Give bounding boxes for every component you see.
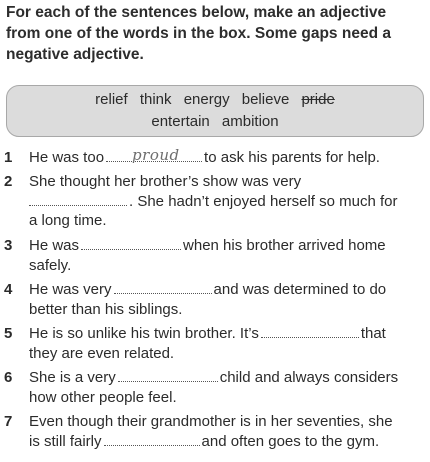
instructions-line: from one of the words in the box. Some gaps need a <box>6 25 391 42</box>
exercise-number: 5 <box>4 325 13 342</box>
word-believe: believe <box>241 91 290 108</box>
word-box <box>6 85 424 137</box>
exercise-text: a long time. <box>29 212 107 229</box>
exercise-number: 7 <box>4 413 13 430</box>
exercise-text: better than his siblings. <box>29 300 183 318</box>
exercise-text: to ask his parents for help. <box>204 149 380 166</box>
exercise-text: She thought her brother’s show was very <box>29 173 302 190</box>
word-ambition: ambition <box>221 113 279 130</box>
word-think: think <box>139 91 172 108</box>
exercise-text: Even though their grandmother is in her seventies, she <box>29 413 393 430</box>
instructions-line: For each of the sentences below, make an adjective <box>6 4 387 21</box>
exercise-text: He is so unlike his twin brother. It’s <box>29 325 259 342</box>
exercise-text: He was <box>29 237 80 254</box>
exercise-text: that <box>360 325 386 342</box>
word-pride-crossed-out: pride <box>301 91 335 108</box>
exercise-number: 3 <box>4 237 13 254</box>
exercise-text: safely. <box>29 256 72 274</box>
exercise-text: is still fairly <box>29 432 102 450</box>
handwritten-answer: proud <box>132 145 180 164</box>
exercise-number: 2 <box>4 173 13 190</box>
answer-gap-filled[interactable] <box>106 145 202 164</box>
exercise-text: . She hadn’t enjoyed herself so much for <box>129 192 398 210</box>
exercise-number: 4 <box>4 281 13 298</box>
answer-gap[interactable] <box>118 368 218 382</box>
exercise-number: 6 <box>4 369 13 386</box>
word-box-row <box>7 89 423 111</box>
exercise-text: He was very <box>29 281 112 298</box>
exercise-number: 1 <box>4 149 13 166</box>
exercise-text: they are even related. <box>29 344 175 362</box>
exercise-text: She is a very <box>29 369 116 386</box>
word-entertain: entertain <box>151 113 210 130</box>
exercise-text: and was determined to do <box>213 281 387 298</box>
answer-gap[interactable] <box>261 324 359 338</box>
answer-gap[interactable] <box>81 236 181 250</box>
answer-gap[interactable] <box>114 280 212 294</box>
exercise-text: child and always considers <box>219 369 399 386</box>
exercise-text: when his brother arrived home <box>183 237 386 254</box>
answer-gap[interactable] <box>29 192 127 206</box>
instructions-line: negative adjective. <box>6 46 144 63</box>
exercise-text: how other people feel. <box>29 388 177 406</box>
answer-gap[interactable] <box>104 432 200 446</box>
word-relief: relief <box>95 91 128 108</box>
word-box-row <box>7 111 423 133</box>
word-energy: energy <box>183 91 230 108</box>
exercise-text: He was too <box>29 149 105 166</box>
instructions <box>6 2 424 65</box>
exercise-text: and often goes to the gym. <box>201 432 380 450</box>
